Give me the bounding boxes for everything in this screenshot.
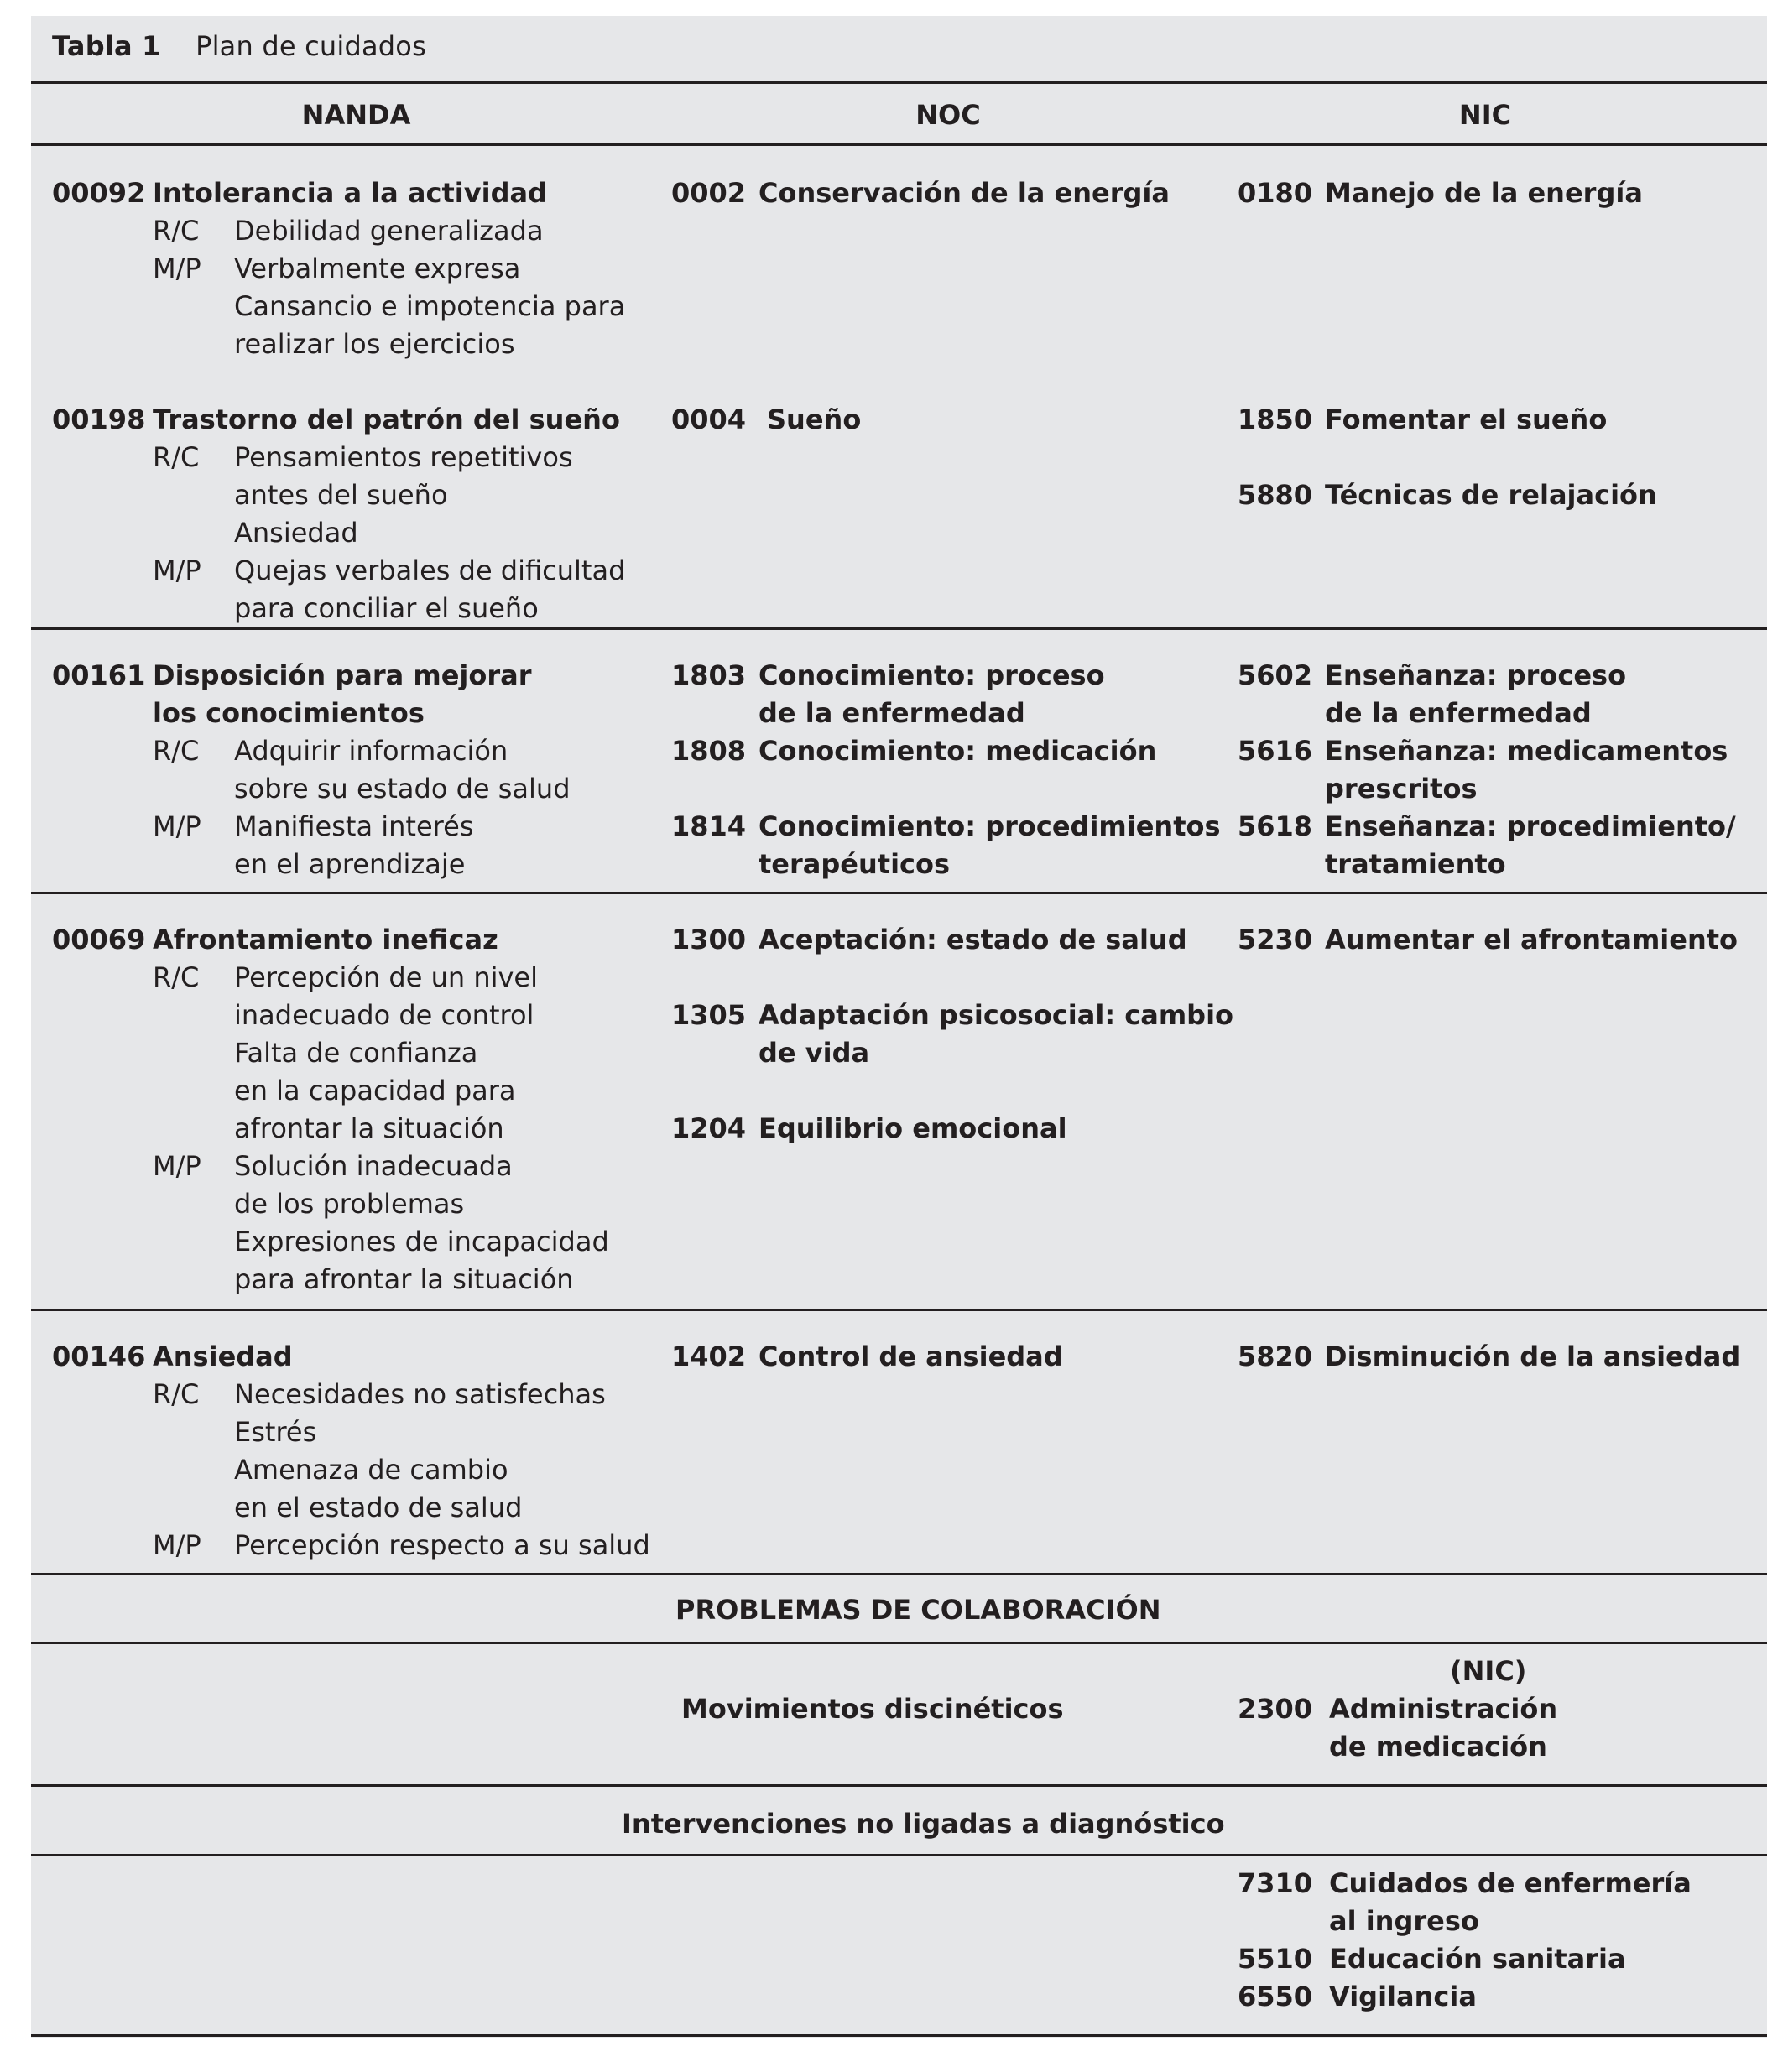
noc-text: Sueño — [767, 403, 862, 435]
nanda-rc-tag: R/C — [153, 215, 200, 247]
nic-code: 5616 — [1238, 735, 1313, 767]
header-noc: NOC — [915, 99, 981, 131]
nanda-rc-text: Falta de confianza — [234, 1037, 478, 1069]
nanda-mp-text: Verbalmente expresa — [234, 252, 521, 284]
noc-code: 1300 — [671, 924, 747, 955]
nic-text: Enseñanza: medicamentos — [1325, 735, 1728, 767]
header-nic: NIC — [1458, 99, 1512, 131]
nic-text: de la enfermedad — [1325, 697, 1592, 729]
nanda-rc-text: Pensamientos repetitivos — [234, 441, 573, 473]
noc-text: de la enfermedad — [759, 697, 1025, 729]
noc-text: Conservación de la energía — [759, 177, 1170, 209]
divider — [31, 627, 1767, 630]
nanda-code: 00092 — [52, 177, 146, 209]
table-label: Tabla 1 — [52, 30, 161, 62]
noc-text: Control de ansiedad — [759, 1341, 1063, 1372]
nic-text: Disminución de la ansiedad — [1325, 1341, 1741, 1372]
nanda-mp-text: Expresiones de incapacidad — [234, 1226, 609, 1257]
noc-code: 1305 — [671, 999, 747, 1031]
noc-text: Equilibrio emocional — [759, 1112, 1067, 1144]
noc-text: Conocimiento: procedimientos — [759, 810, 1221, 842]
nic-text: prescritos — [1325, 773, 1478, 804]
noc-code: 0002 — [671, 177, 747, 209]
nic-text: tratamiento — [1325, 848, 1506, 880]
nanda-rc-tag: R/C — [153, 441, 200, 473]
nic-code: 5602 — [1238, 659, 1313, 691]
nanda-mp-text: Manifiesta interés — [234, 810, 474, 842]
nic-text: Aumentar el afrontamiento — [1325, 924, 1739, 955]
nanda-name: Afrontamiento ineficaz — [153, 924, 498, 955]
nanda-rc-text: sobre su estado de salud — [234, 773, 571, 804]
nic-code: 1850 — [1238, 403, 1313, 435]
nic-text: Administración — [1329, 1693, 1558, 1725]
noc-text: Aceptación: estado de salud — [759, 924, 1187, 955]
nanda-mp-text: de los problemas — [234, 1188, 465, 1220]
noc-code: 1803 — [671, 659, 747, 691]
nanda-mp-text: realizar los ejercicios — [234, 328, 515, 360]
nanda-rc-tag: R/C — [153, 961, 200, 993]
nic-code: 7310 — [1238, 1867, 1313, 1899]
nanda-mp-text: para conciliar el sueño — [234, 592, 539, 624]
nic-code: 5880 — [1238, 479, 1313, 511]
nic-text: Educación sanitaria — [1329, 1943, 1626, 1975]
noc-code: 1814 — [671, 810, 747, 842]
nanda-code: 00161 — [52, 659, 146, 691]
nanda-mp-text: Cansancio e impotencia para — [234, 290, 626, 322]
nanda-mp-text: en el aprendizaje — [234, 848, 466, 880]
divider — [31, 892, 1767, 894]
divider — [31, 81, 1767, 84]
nic-code: 6550 — [1238, 1981, 1313, 2012]
nanda-rc-text: inadecuado de control — [234, 999, 534, 1031]
nic-text: Enseñanza: proceso — [1325, 659, 1627, 691]
nanda-rc-text: Amenaza de cambio — [234, 1454, 508, 1486]
noc-code: 1402 — [671, 1341, 747, 1372]
independent-heading: Intervenciones no ligadas a diagnóstico — [622, 1808, 1225, 1840]
nanda-name: los conocimientos — [153, 697, 425, 729]
collaboration-problem: Movimientos discinéticos — [681, 1693, 1064, 1725]
header-nanda: NANDA — [301, 99, 411, 131]
nanda-rc-text: en el estado de salud — [234, 1492, 523, 1523]
nic-text: Técnicas de relajación — [1325, 479, 1657, 511]
table-caption — [52, 28, 426, 65]
divider — [31, 1854, 1767, 1856]
collaboration-heading: PROBLEMAS DE COLABORACIÓN — [675, 1594, 1161, 1626]
divider — [31, 1642, 1767, 1644]
noc-code: 0004 — [671, 403, 747, 435]
nanda-rc-text: Estrés — [234, 1416, 317, 1448]
nanda-rc-text: Necesidades no satisfechas — [234, 1378, 606, 1410]
nanda-code: 00069 — [52, 924, 146, 955]
noc-text: terapéuticos — [759, 848, 951, 880]
nanda-rc-text: Ansiedad — [234, 517, 358, 549]
noc-code: 1808 — [671, 735, 747, 767]
nic-text: Vigilancia — [1329, 1981, 1477, 2012]
nanda-mp-tag: M/P — [153, 252, 201, 284]
nic-text: Manejo de la energía — [1325, 177, 1643, 209]
noc-text: Conocimiento: medicación — [759, 735, 1157, 767]
nanda-mp-tag: M/P — [153, 810, 201, 842]
noc-text: Adaptación psicosocial: cambio — [759, 999, 1234, 1031]
divider — [31, 1573, 1767, 1575]
collaboration-nic-label: (NIC) — [1450, 1655, 1527, 1687]
nic-code: 5230 — [1238, 924, 1313, 955]
nanda-code: 00146 — [52, 1341, 146, 1372]
nanda-mp-text: Solución inadecuada — [234, 1150, 513, 1182]
nanda-rc-text: en la capacidad para — [234, 1075, 516, 1106]
nanda-name: Trastorno del patrón del sueño — [153, 403, 620, 435]
nic-code: 0180 — [1238, 177, 1313, 209]
noc-code: 1204 — [671, 1112, 747, 1144]
divider — [31, 1309, 1767, 1311]
nic-text: Fomentar el sueño — [1325, 403, 1608, 435]
noc-text: de vida — [759, 1037, 870, 1069]
nanda-mp-text: para afrontar la situación — [234, 1263, 574, 1295]
nanda-rc-text: afrontar la situación — [234, 1112, 504, 1144]
nic-code: 5618 — [1238, 810, 1313, 842]
nic-text: al ingreso — [1329, 1905, 1479, 1937]
noc-text: Conocimiento: proceso — [759, 659, 1105, 691]
nic-code: 5820 — [1238, 1341, 1313, 1372]
nanda-rc-text: Percepción de un nivel — [234, 961, 538, 993]
nanda-code: 00198 — [52, 403, 146, 435]
nanda-mp-tag: M/P — [153, 554, 201, 586]
nanda-mp-tag: M/P — [153, 1150, 201, 1182]
nic-code: 5510 — [1238, 1943, 1313, 1975]
nanda-mp-tag: M/P — [153, 1529, 201, 1561]
nic-text: Enseñanza: procedimiento/ — [1325, 810, 1736, 842]
nic-text: Cuidados de enfermería — [1329, 1867, 1692, 1899]
nanda-name: Intolerancia a la actividad — [153, 177, 547, 209]
nanda-mp-text: Quejas verbales de dificultad — [234, 554, 626, 586]
divider — [31, 1784, 1767, 1787]
nanda-rc-tag: R/C — [153, 735, 200, 767]
nanda-mp-text: Percepción respecto a su salud — [234, 1529, 650, 1561]
table-title: Plan de cuidados — [196, 30, 426, 62]
nic-code: 2300 — [1238, 1693, 1313, 1725]
nanda-rc-text: antes del sueño — [234, 479, 448, 511]
divider — [31, 143, 1767, 146]
nanda-name: Disposición para mejorar — [153, 659, 532, 691]
nanda-rc-text: Debilidad generalizada — [234, 215, 544, 247]
nanda-name: Ansiedad — [153, 1341, 293, 1372]
nanda-rc-tag: R/C — [153, 1378, 200, 1410]
nic-text: de medicación — [1329, 1731, 1547, 1762]
divider — [31, 2034, 1767, 2037]
nanda-rc-text: Adquirir información — [234, 735, 508, 767]
